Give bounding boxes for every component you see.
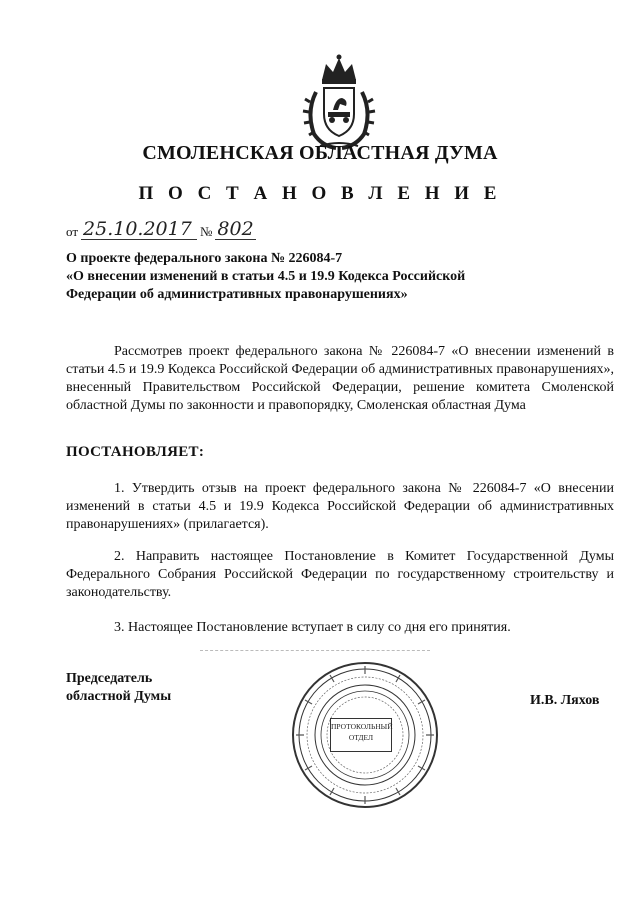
seal-center-label: [330, 718, 392, 752]
subject-line: «О внесении изменений в статьи 4.5 и 19.9 Кодекса Российской: [66, 269, 466, 284]
coat-of-arms-emblem: [300, 52, 378, 152]
subject-line: О проекте федерального закона № 226084-7: [66, 251, 343, 266]
divider-line: [200, 650, 430, 651]
resolution-item-1: 1. Утвердить отзыв на проект федерального закона № 226084-7 «О внесении изменений в статьи 4.5 и 19.9 Кодекса Российской Федерации об административных правонарушениях» (прилагается).: [66, 481, 614, 532]
signatory-name: И.В. Ляхов: [530, 693, 600, 708]
handwritten-number: 802: [217, 218, 254, 240]
date-number-line: [66, 216, 256, 240]
resolution-item-3: 3. Настоящее Постановление вступает в силу со дня его принятия.: [114, 620, 511, 635]
seal-center-line: ОТДЕЛ: [348, 733, 374, 742]
document-type-title: П О С Т А Н О В Л Е Н И Е: [138, 183, 502, 204]
from-label: от: [66, 224, 79, 239]
signatory-title: [66, 670, 171, 706]
document-subject: [66, 250, 536, 304]
signatory-title-line: Председатель: [66, 671, 153, 686]
number-label: №: [200, 224, 213, 239]
subject-line: Федерации об административных правонарушениях»: [66, 287, 408, 302]
resolve-heading: ПОСТАНОВЛЯЕТ:: [66, 444, 205, 460]
resolution-item-2: 2. Направить настоящее Постановление в Комитет Государственной Думы Федерального Собрания Российской Федерации по государственному строительству и законодательству.: [66, 549, 614, 600]
intro-paragraph: Рассмотрев проект федерального закона № 226084-7 «О внесении изменений в статьи 4.5 и 19.9 Кодекса Российской Федерации об административных правонарушениях», внесенный Правительством Российской Федерации, решение комитета Смоленской областной Думы по законности и правопорядку, Смоленская областная Дума: [66, 344, 615, 413]
organization-name: СМОЛЕНСКАЯ ОБЛАСТНАЯ ДУМА: [142, 142, 498, 164]
signatory-title-line: областной Думы: [66, 689, 172, 704]
seal-center-line: ПРОТОКОЛЬНЫЙ: [331, 722, 393, 731]
handwritten-date: 25.10.2017: [81, 219, 197, 240]
